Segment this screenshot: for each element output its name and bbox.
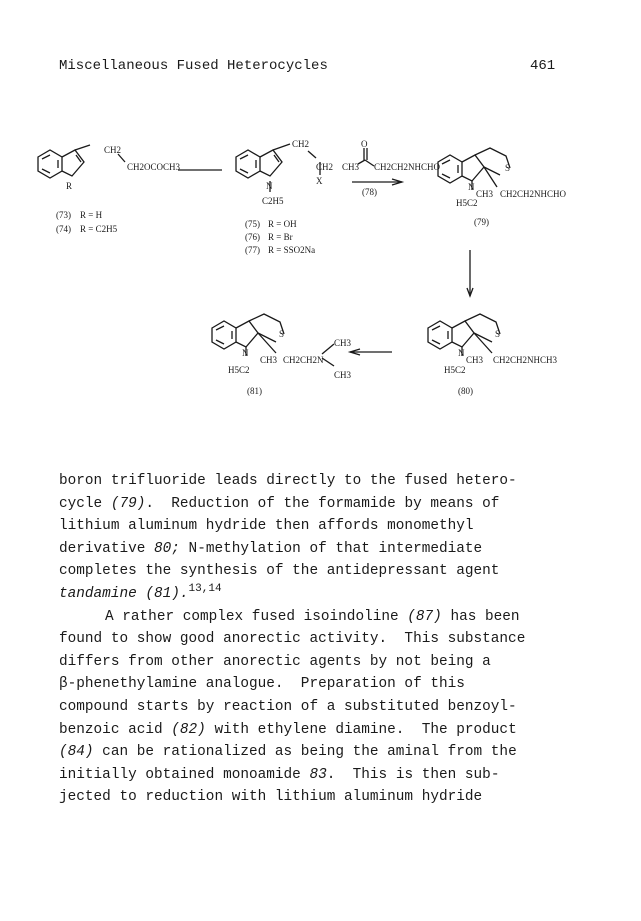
methyl-label: CH3 [334, 338, 352, 348]
methyl-label: CH3 [334, 370, 352, 380]
side-chain-label: CH2CH2NHCH3 [493, 355, 558, 365]
body-text [59, 470, 579, 809]
side-chain-label: CH2CH2N [283, 355, 324, 365]
text-line: (84) can be rationalized as being the aminal from the [59, 744, 517, 761]
ch2-label: CH2 [316, 162, 334, 172]
compound-number-80: (80) [458, 386, 473, 396]
text-line: derivative 80; N-methylation of that intermediate [59, 540, 483, 557]
text-line: A rather complex fused isoindoline (87) has been [105, 608, 520, 625]
text-line: tandamine (81).$^{13,14}$ [59, 582, 222, 602]
nitrogen-label: N [468, 182, 475, 192]
compound-number-77: (77) [245, 245, 260, 255]
compound-number-75: (75) [245, 219, 260, 229]
substituent-75: R = OH [268, 219, 297, 229]
ethyl-label: H5C2 [228, 365, 250, 375]
ch2-label: CH2 [104, 145, 122, 155]
running-header-title: Miscellaneous Fused Heterocycles [59, 58, 328, 74]
methyl-label: CH3 [466, 355, 484, 365]
substituent-76: R = Br [268, 232, 293, 242]
text-line: compound starts by reaction of a substituted benzoyl- [59, 698, 517, 715]
reaction-scheme [0, 0, 641, 460]
substituent-74: R = C2H5 [80, 224, 118, 234]
text-line: boron trifluoride leads directly to the fused hetero- [59, 473, 517, 489]
substituent-77: R = SSO2Na [268, 245, 316, 255]
oxygen-label: O [361, 139, 368, 149]
x-substituent-label: X [316, 176, 323, 186]
nitrogen-label: N [266, 181, 273, 191]
text-line: found to show good anorectic activity. This substance [59, 631, 526, 648]
page-number: 461 [530, 58, 556, 74]
sulfur-label: S [505, 163, 511, 173]
text-line: lithium aluminum hydride then affords monomethyl [59, 518, 474, 535]
nitrogen-label: N [458, 348, 465, 358]
text-line: completes the synthesis of the antidepressant agent [59, 563, 500, 580]
side-chain-label: CH2OCOCH3 [127, 162, 181, 172]
sulfur-label: S [495, 329, 501, 339]
compound-number-74: (74) [56, 224, 71, 234]
compound-number-79: (79) [474, 217, 489, 227]
text-line: initially obtained monoamide 83. This is then sub- [59, 766, 500, 783]
compound-number-78: (78) [362, 187, 377, 197]
ethyl-label: C2H5 [262, 196, 284, 206]
text-line: jected to reduction with lithium aluminum hydride [59, 789, 483, 806]
compound-number-73: (73) [56, 210, 71, 220]
nitrogen-label: N [242, 348, 249, 358]
ethyl-label: H5C2 [456, 198, 478, 208]
side-chain-label: CH2CH2NHCHO [500, 189, 567, 199]
reference-superscript: 13,14 [188, 582, 222, 595]
compound-number-81: (81) [247, 386, 262, 396]
text-line: differs from other anorectic agents by not being a [59, 653, 491, 670]
compound-number-76: (76) [245, 232, 260, 242]
text-line: β-phenethylamine analogue. Preparation of this [59, 676, 465, 693]
indole-structure-75-77 [236, 144, 320, 192]
methyl-label: CH3 [342, 162, 360, 172]
methyl-label: CH3 [260, 355, 278, 365]
sulfur-label: S [279, 329, 285, 339]
r-substituent-label: R [66, 181, 73, 191]
text-line: cycle (79). Reduction of the formamide by means of [59, 495, 500, 512]
methyl-label: CH3 [476, 189, 494, 199]
reagent-chain-label: CH2CH2NHCHO [374, 162, 441, 172]
text-line: benzoic acid (82) with ethylene diamine. The product [59, 721, 517, 738]
ethyl-label: H5C2 [444, 365, 466, 375]
ch2-label: CH2 [292, 139, 310, 149]
substituent-73: R = H [80, 210, 103, 220]
